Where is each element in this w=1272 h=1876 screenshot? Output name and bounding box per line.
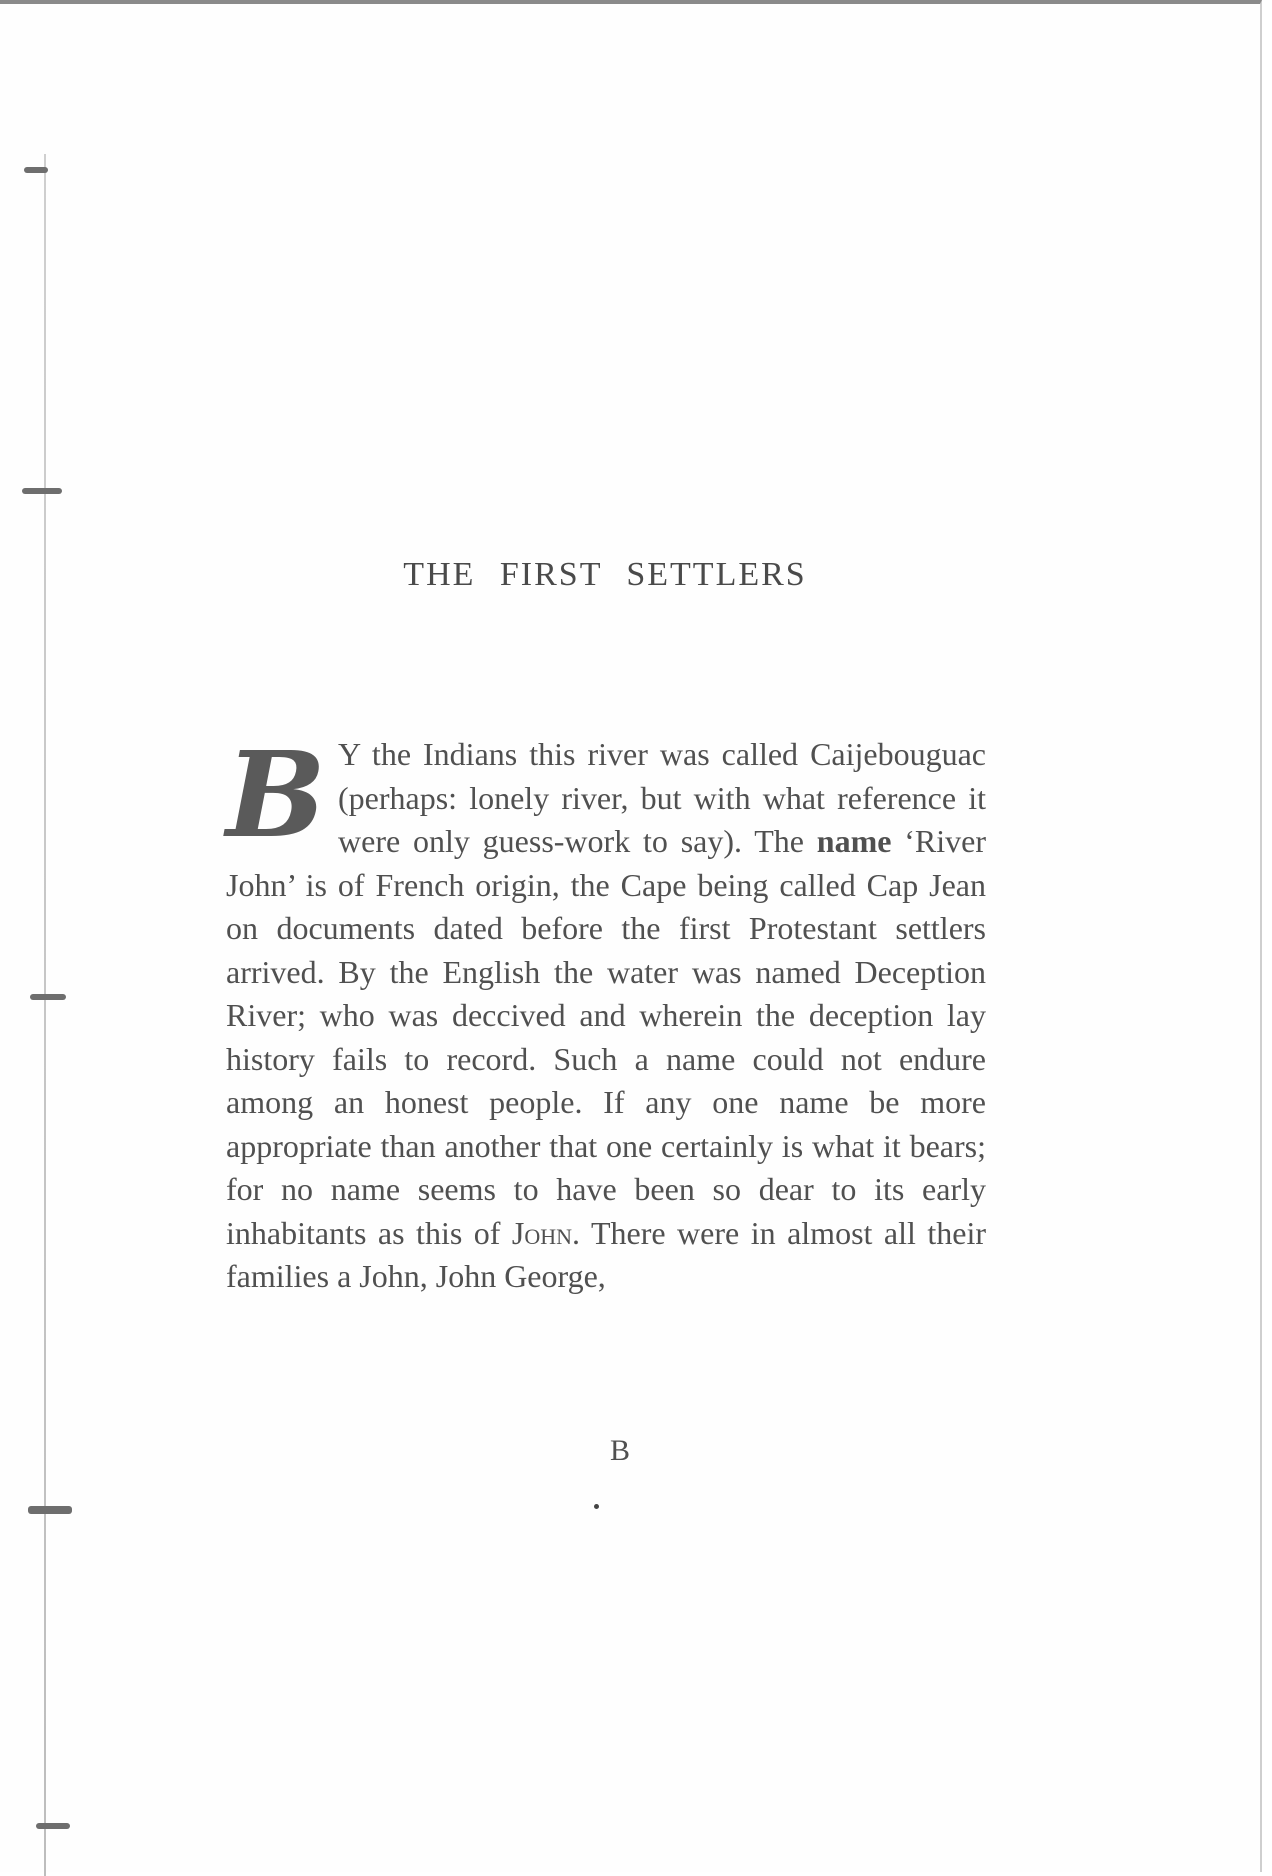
chapter-paragraph	[226, 725, 987, 1299]
paragraph-text-1: the Indians this river was called Caijebouguac (perhaps: lonely river, but with what reference it were only guess-work to say). The	[338, 736, 986, 859]
drop-cap: B	[226, 725, 326, 864]
binding-stitch-mark	[30, 994, 66, 1000]
signature-mark: B	[609, 1434, 630, 1467]
paragraph-text-2: ‘River John’ is of French origin, the Cape being called Cap Jean on documents dated before the first Protestant settlers arrived. By the English the water was named Deception River; who was deccived and wherein the deception lay history fails to record. Such a name could not endure among an honest people. If any one name be more appropriate than another that one certainly is what it bears; for no name seems to have been so dear to its early inhabitants as this of	[226, 823, 987, 1251]
page-dot	[594, 1504, 599, 1509]
binding-stitch-mark	[36, 1823, 70, 1829]
first-word-rest: Y	[338, 736, 360, 772]
binding-edge	[44, 154, 46, 1876]
chapter-title: THE FIRST SETTLERS	[403, 556, 807, 593]
small-caps-word: John	[511, 1214, 573, 1251]
binding-stitch-mark	[28, 1506, 72, 1514]
paragraph-text-3: . There were in almost all their families a John, John George,	[226, 1214, 987, 1294]
binding-stitch-mark	[22, 488, 62, 494]
bold-word: name	[816, 823, 892, 859]
binding-stitch-mark	[24, 167, 48, 173]
chapter-body	[226, 725, 987, 1299]
